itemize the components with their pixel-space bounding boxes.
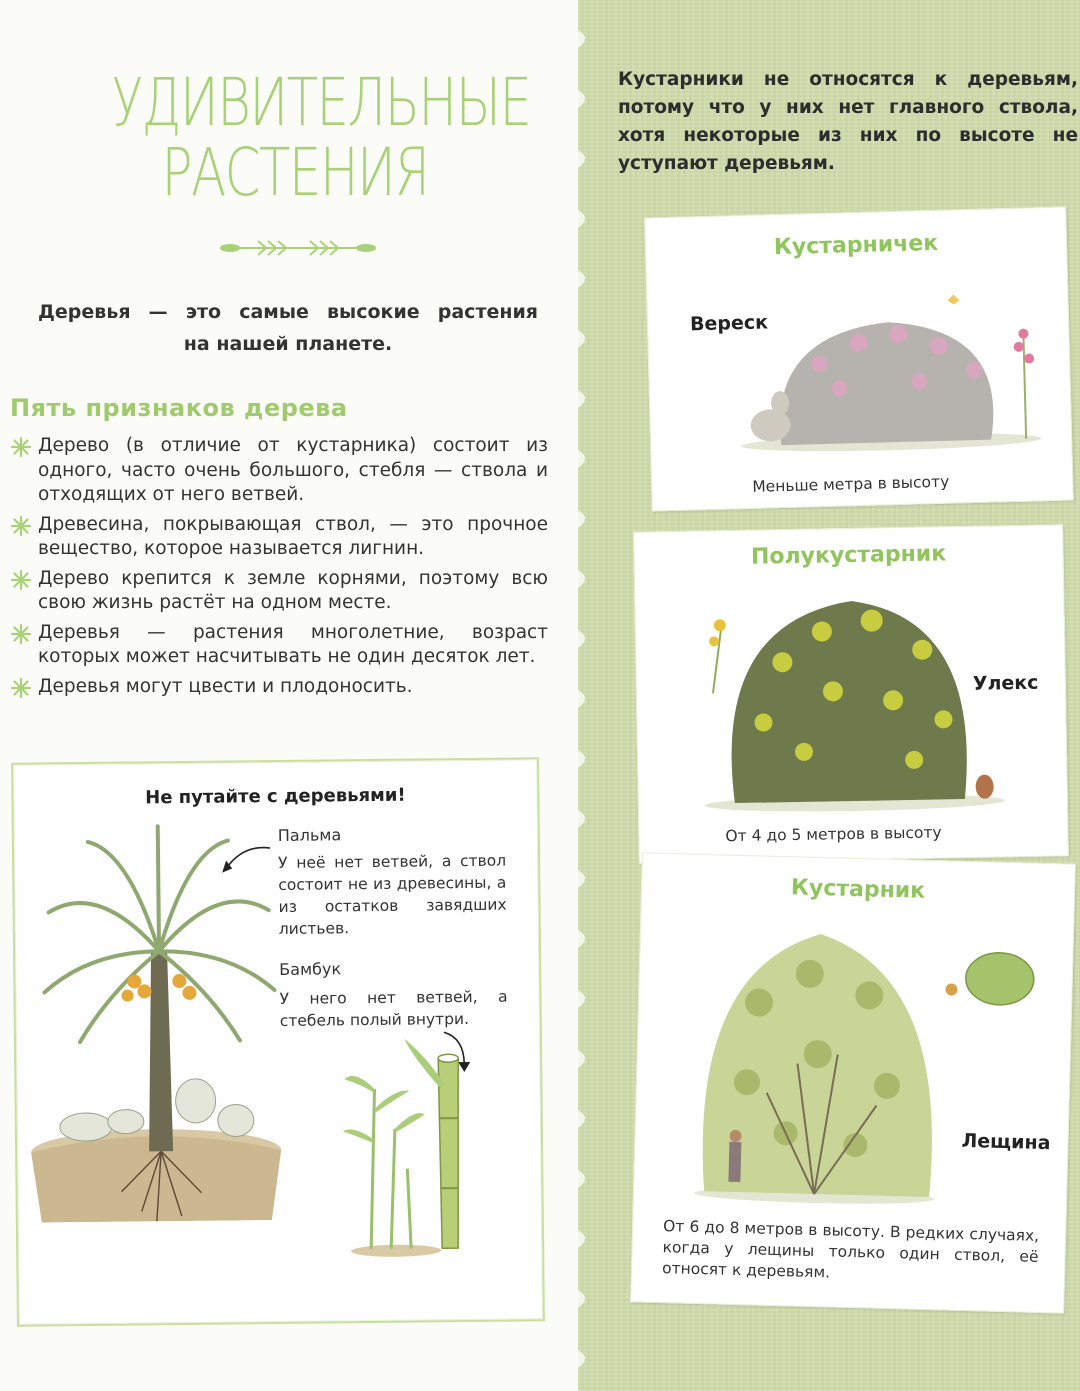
palm-arrow-icon: [218, 842, 274, 877]
intro-line-1: Деревья — это самые высокие растения: [38, 301, 538, 323]
card-shrub: [630, 852, 1076, 1313]
star-bullet-icon: [10, 436, 32, 458]
star-bullet-icon: [10, 677, 32, 699]
title-line-1: УДИВИТЕЛЬНЫЕ: [111, 64, 531, 141]
star-bullet-icon: [10, 515, 32, 537]
intro-text: [38, 296, 538, 360]
feature-item: Деревья могут цвести и плодоносить.: [8, 675, 548, 700]
plant-name: Улекс: [972, 671, 1039, 695]
plant-name: Вереск: [689, 311, 769, 336]
heather-illustration: [737, 288, 1051, 456]
card-semi-shrub: [633, 524, 1069, 863]
star-bullet-icon: [10, 569, 32, 591]
card-caption: От 6 до 8 метров в высоту. В редких случаях, когда у лещины только один ствол, её относят к деревьям.: [661, 1217, 1040, 1282]
section-title: Пять признаков дерева: [10, 394, 348, 422]
panel-title: Не путайте с деревьями!: [145, 784, 406, 809]
bamboo-label: Бамбук: [279, 959, 342, 979]
leaf-border-decoration: [578, 0, 600, 1391]
palm-tree-illustration: [28, 820, 282, 1223]
card-caption: От 4 до 5 метров в высоту: [725, 823, 942, 846]
title-line-2: РАСТЕНИЯ: [161, 134, 429, 211]
plant-name: Лещина: [961, 1129, 1051, 1155]
card-title: Кустарничек: [773, 230, 939, 261]
card-dwarf-shrub: [644, 207, 1074, 512]
intro-line-2: на нашей планете.: [183, 333, 393, 355]
card-title: Кустарник: [790, 875, 926, 904]
bamboo-description: У него нет ветвей, а стебель полый внутри.: [279, 987, 508, 1030]
bamboo-illustration: [334, 1028, 486, 1260]
card-caption: Меньше метра в высоту: [752, 472, 950, 496]
palm-label: Пальма: [277, 825, 342, 845]
feature-item: Древесина, покрывающая ствол, — это прочное вещество, которое называется лигнин.: [8, 513, 548, 562]
features-list: [8, 434, 548, 704]
star-bullet-icon: [10, 623, 32, 645]
palm-description: У неё нет ветвей, а ствол состоит не из древесины, а из остатков завядших листьев.: [278, 851, 507, 938]
hazel-illustration: [684, 911, 1051, 1210]
not-trees-panel: [11, 757, 545, 1326]
feature-item: Дерево (в отличие от кустарника) состоит из одного, часто очень большого, стебля — ствола и отходящих от него ветвей.: [8, 434, 548, 508]
feature-item: Дерево крепится к земле корнями, поэтому всю свою жизнь растёт на одном месте.: [8, 567, 548, 616]
page-title: [111, 64, 531, 211]
shrubs-intro: Кустарники не относятся к деревьям, потому что у них нет главного ствола, хотя некоторые из них по высоте не уступают деревьям.: [618, 69, 1078, 174]
feature-item: Деревья — растения многолетние, возраст которых может насчитывать не один десяток лет.: [8, 621, 548, 670]
arrow-divider-icon: [218, 236, 378, 260]
gorse-illustration: [681, 578, 1005, 814]
card-title: Полукустарник: [750, 541, 947, 570]
